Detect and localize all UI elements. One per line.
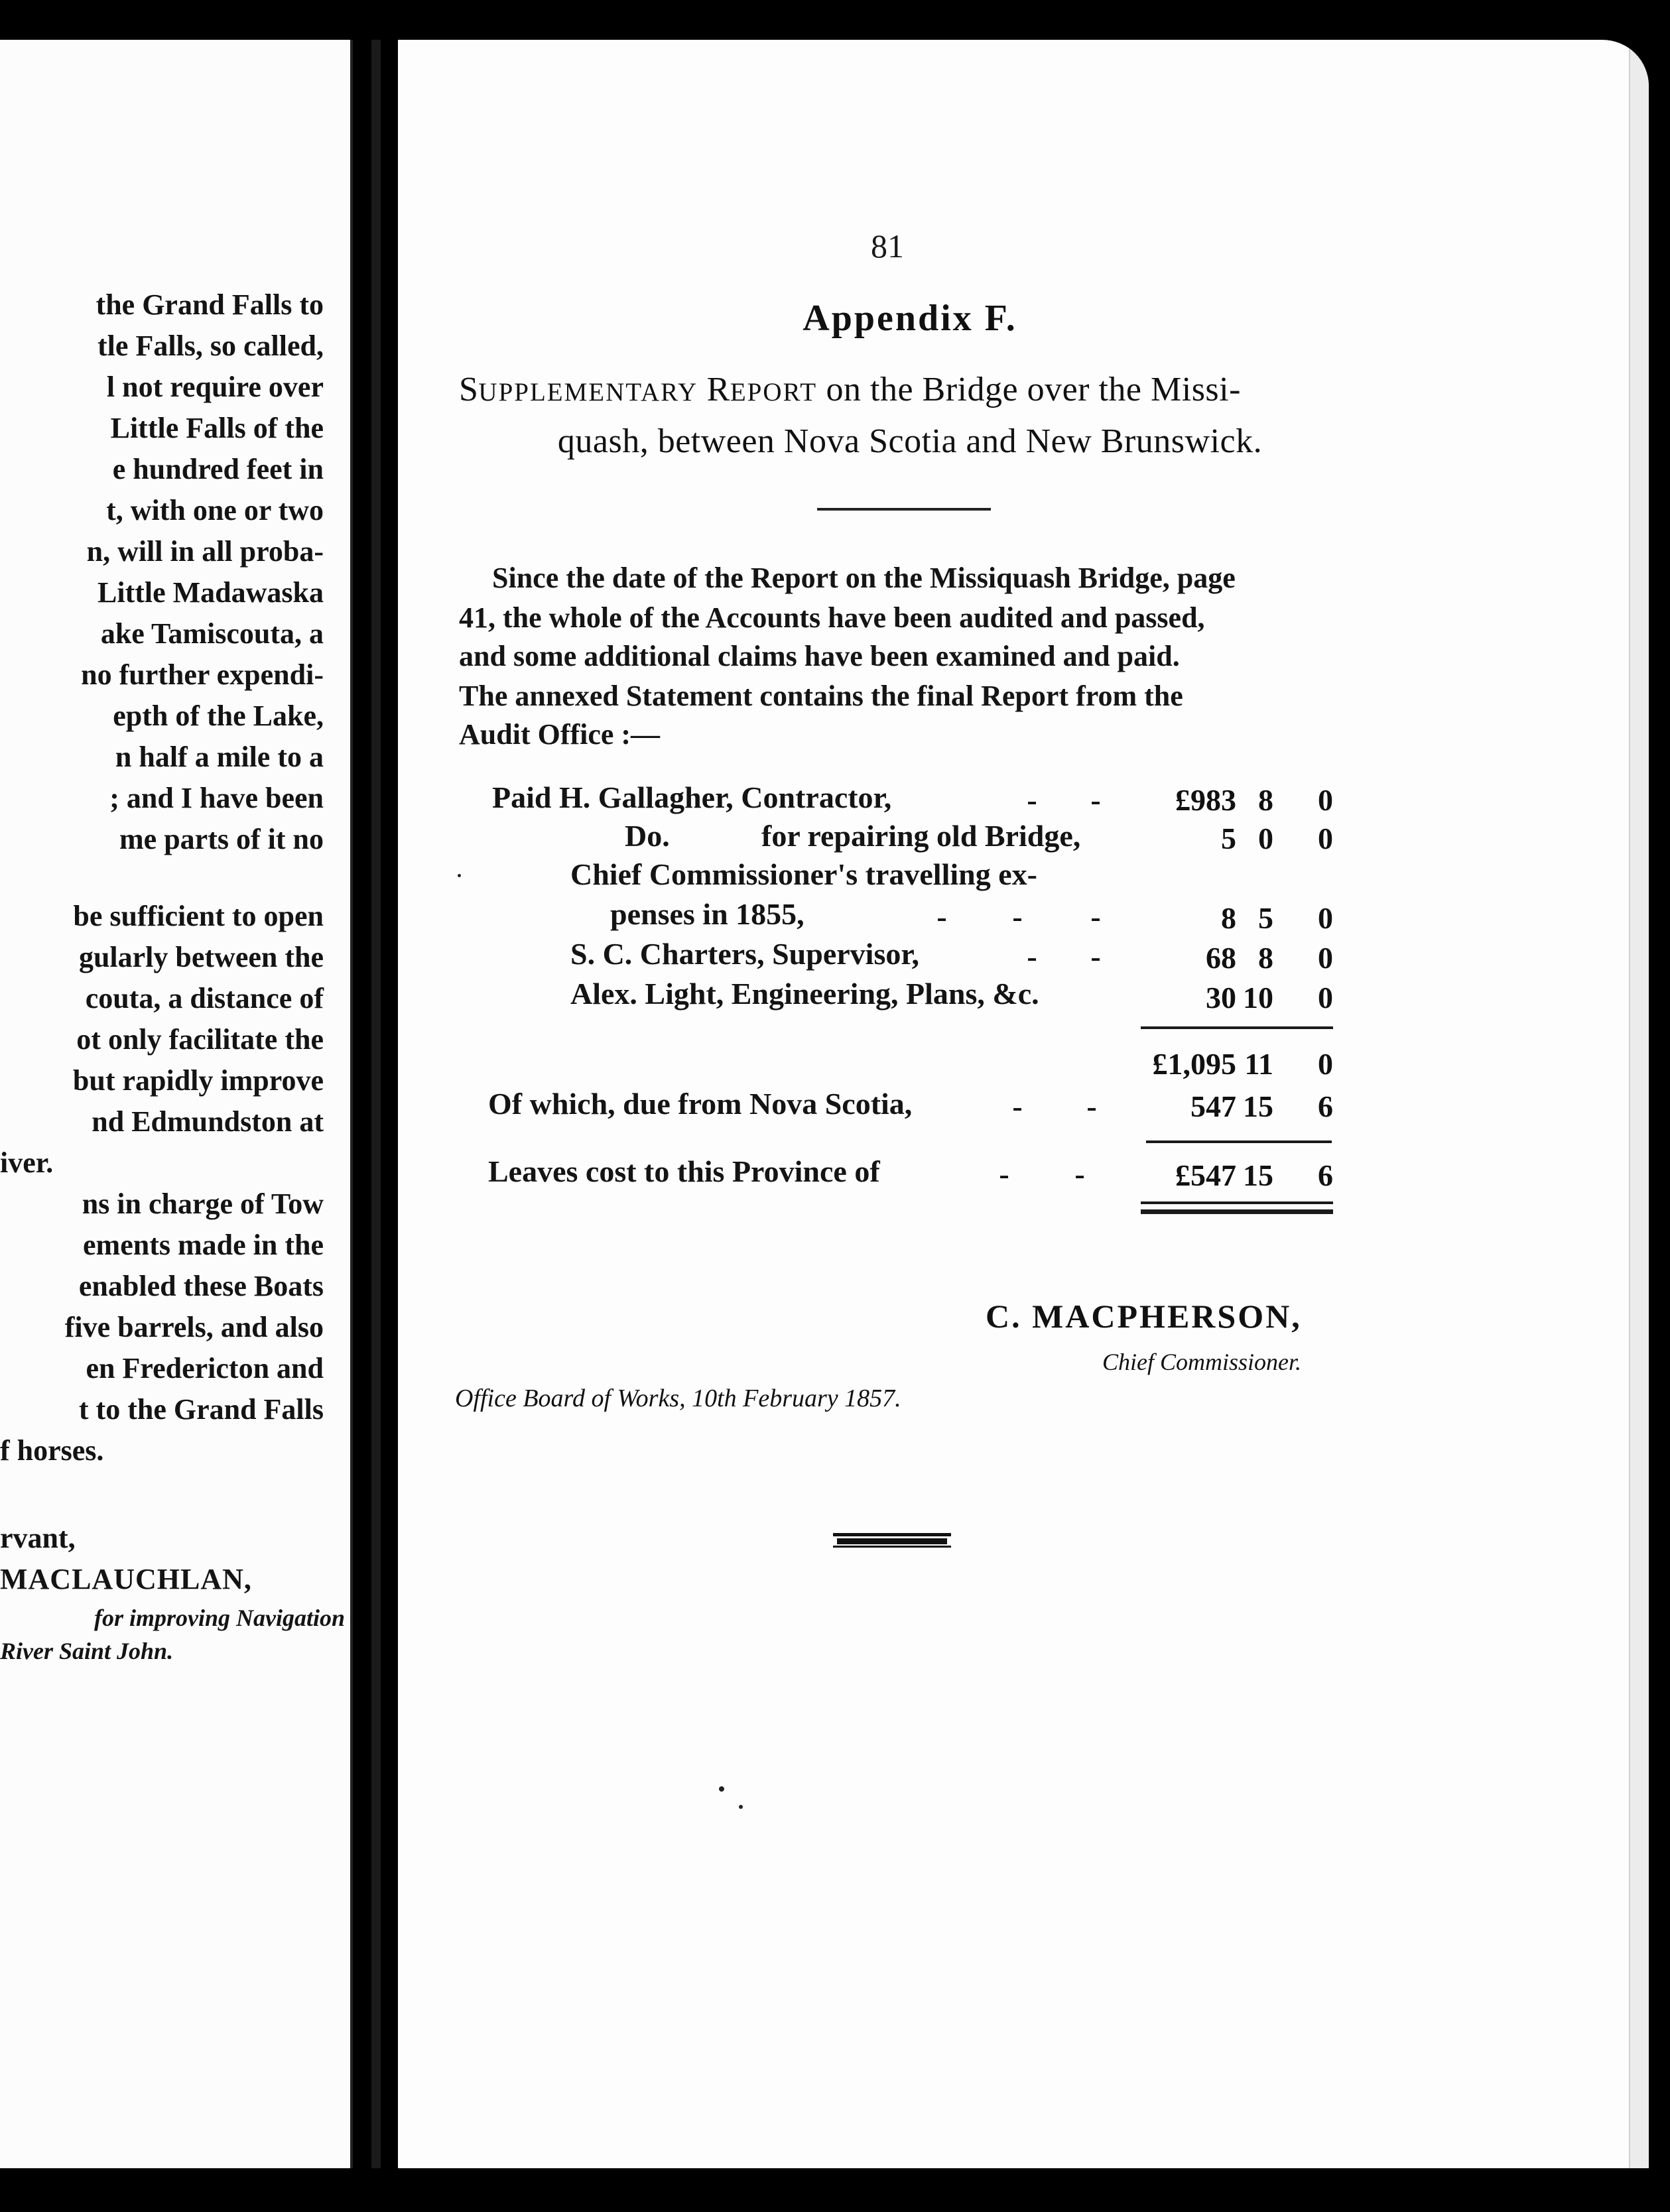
left-page-line: ake Tamiscouta, a	[100, 617, 324, 650]
left-page-line: the Grand Falls to	[96, 288, 324, 321]
amount-pence: 6	[1318, 1089, 1333, 1123]
amount-pence: 0	[1318, 901, 1333, 935]
left-page-line: couta, a distance of	[85, 982, 324, 1014]
heading-line: quash, between Nova Scotia and New Brunswick.	[557, 422, 1263, 460]
left-page-line: gularly between the	[78, 941, 324, 973]
left-page-line: me parts of it no	[119, 823, 324, 855]
leader-dash: -	[936, 900, 947, 934]
ornament-bar	[833, 1533, 951, 1536]
account-label: Alex. Light, Engineering, Plans, &c.	[570, 977, 1039, 1011]
subtotal-rule	[1146, 1140, 1332, 1143]
signature-title: Chief Commissioner.	[1102, 1349, 1302, 1375]
body-line: The annexed Statement contains the final Report from the	[459, 680, 1183, 712]
left-page-line: tle Falls, so called,	[97, 330, 324, 362]
total-shillings: 11	[1244, 1047, 1273, 1081]
left-page-line: l not require over	[106, 371, 324, 403]
total-pence: 0	[1318, 1047, 1333, 1081]
ornament-bar	[833, 1546, 951, 1548]
left-page-line: t, with one or two	[106, 494, 324, 526]
left-page-line: be sufficient to open	[73, 900, 324, 932]
heading-smallcaps: UPPLEMENTARY	[478, 378, 698, 406]
amount-pounds: 547	[1190, 1089, 1236, 1123]
leader-dash: -	[1090, 900, 1101, 934]
left-page-line: nd Edmundston at	[92, 1105, 324, 1138]
left-page-line: five barrels, and also	[64, 1311, 324, 1343]
left-page-line: f horses.	[0, 1434, 104, 1467]
left-page-line: Little Madawaska	[97, 576, 324, 609]
leader-dash: -	[1090, 940, 1101, 973]
amount-pounds: 30	[1206, 981, 1236, 1014]
account-label: S. C. Charters, Supervisor,	[570, 937, 920, 971]
left-page-line: no further expendi-	[81, 658, 324, 691]
account-label: Chief Commissioner's travelling ex-	[570, 857, 1037, 891]
left-page-line: n half a mile to a	[115, 741, 324, 773]
body-line: 41, the whole of the Accounts have been audited and passed,	[459, 601, 1205, 634]
amount-pence: 0	[1318, 941, 1333, 975]
left-page-fragment	[0, 40, 353, 2168]
account-label: Paid H. Gallagher, Contractor,	[492, 780, 892, 814]
leader-dash: -	[1012, 1089, 1023, 1123]
section-divider	[817, 508, 991, 511]
left-page-line: en Fredericton and	[86, 1352, 324, 1384]
subtotal-rule	[1141, 1026, 1333, 1029]
final-rule	[1141, 1201, 1333, 1204]
amount-shillings: 5	[1258, 901, 1273, 935]
amount-pence: 0	[1318, 981, 1333, 1014]
amount-pence: 6	[1318, 1158, 1333, 1192]
page-gutter	[371, 40, 381, 2168]
amount-pounds: £547	[1175, 1158, 1236, 1192]
body-line: Audit Office :—	[459, 718, 661, 751]
amount-pounds: 5	[1221, 822, 1236, 855]
heading-tail: on the Bridge over the Missi-	[826, 371, 1241, 408]
amount-shillings: 15	[1243, 1158, 1273, 1192]
heading-line	[459, 373, 1241, 407]
left-page-line: epth of the Lake,	[113, 700, 324, 732]
leader-dash: -	[999, 1157, 1009, 1191]
body-line: and some additional claims have been examined and paid.	[459, 640, 1180, 672]
leader-dash: -	[1086, 1089, 1097, 1123]
amount-shillings: 8	[1258, 941, 1273, 975]
account-label: Of which, due from Nova Scotia,	[488, 1087, 913, 1121]
leader-dash: -	[1027, 940, 1037, 973]
left-page-line: Little Falls of the	[110, 412, 324, 444]
dateline: Office Board of Works, 10th February 1857.	[455, 1384, 901, 1412]
ink-speck	[719, 1786, 724, 1792]
ornament-rule	[833, 1533, 951, 1548]
leader-dash: -	[1090, 783, 1101, 817]
left-page-line: but rapidly improve	[72, 1064, 324, 1097]
left-page-closing: rvant,	[0, 1522, 76, 1554]
account-label: Leaves cost to this Province of	[488, 1154, 880, 1188]
amount-pence: 0	[1318, 822, 1333, 855]
page-edge	[1629, 40, 1649, 2168]
account-label: penses in 1855,	[610, 897, 804, 931]
heading-initial: S	[459, 371, 479, 408]
heading-smallcaps: EPORT	[730, 378, 818, 406]
amount-pounds: 68	[1206, 941, 1236, 975]
ink-speck	[739, 1805, 743, 1809]
appendix-title: Appendix F.	[803, 298, 1017, 339]
account-label: Do.	[625, 819, 670, 853]
left-page-line: n, will in all proba-	[86, 535, 324, 568]
signature-name: C. MACPHERSON,	[986, 1298, 1302, 1335]
leader-dash: -	[1012, 900, 1023, 934]
left-page-line: e hundred feet in	[112, 453, 324, 485]
ornament-bar	[837, 1538, 947, 1544]
left-page-line: ; and I have been	[109, 782, 324, 814]
left-page-line: enabled these Boats	[78, 1270, 324, 1302]
left-page-line: t to the Grand Falls	[78, 1393, 324, 1426]
amount-pounds: 8	[1221, 901, 1236, 935]
left-page-signature-title: for improving Navigation	[94, 1605, 345, 1631]
amount-shillings: 8	[1258, 783, 1273, 817]
total-pounds: £1,095	[1152, 1047, 1236, 1081]
amount-pounds: £983	[1175, 783, 1236, 817]
final-rule	[1141, 1209, 1333, 1214]
ink-speck	[458, 874, 461, 877]
left-page-line: ot only facilitate the	[76, 1023, 324, 1056]
amount-shillings: 15	[1243, 1089, 1273, 1123]
left-page-signature: MACLAUCHLAN,	[0, 1563, 252, 1595]
amount-pence: 0	[1318, 783, 1333, 817]
left-page-line: ements made in the	[83, 1229, 324, 1261]
amount-shillings: 0	[1258, 822, 1273, 855]
heading-initial: R	[706, 371, 730, 408]
amount-shillings: 10	[1243, 981, 1273, 1014]
leader-dash: -	[1074, 1157, 1085, 1191]
left-page-line: ns in charge of Tow	[82, 1188, 324, 1220]
leader-dash: -	[1027, 783, 1037, 817]
page-number: 81	[871, 227, 904, 265]
body-line: Since the date of the Report on the Missiquash Bridge, page	[492, 562, 1236, 594]
account-label: for repairing old Bridge,	[761, 819, 1081, 853]
left-page-line: iver.	[0, 1146, 54, 1179]
left-page-signature-title: River Saint John.	[0, 1638, 174, 1664]
